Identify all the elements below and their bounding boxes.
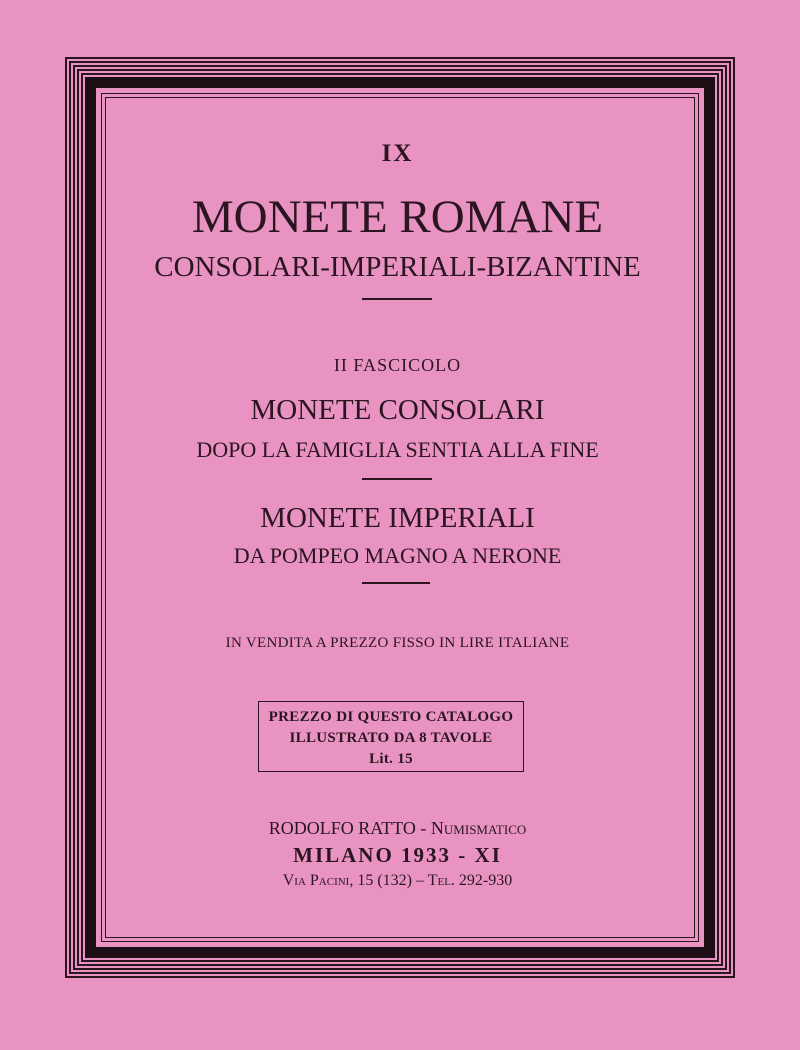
section1-title: MONETE CONSOLARI [250, 394, 545, 426]
section2-subtitle: DA POMPEO MAGNO A NERONE [233, 543, 562, 568]
section2-title: MONETE IMPERIALI [260, 502, 535, 534]
city-year: MILANO 1933 - XI [293, 843, 502, 867]
volume-number: IX [381, 140, 414, 167]
divider [362, 298, 432, 300]
price-box [258, 701, 524, 772]
section1-subtitle: DOPO LA FAMIGLIA SENTIA ALLA FINE [196, 437, 599, 462]
sale-note: IN VENDITA A PREZZO FISSO IN LIRE ITALIANE [225, 635, 570, 651]
page-title: MONETE ROMANE [191, 191, 604, 243]
subtitle: CONSOLARI-IMPERIALI-BIZANTINE [154, 251, 641, 283]
fascicle-label: II FASCICOLO [333, 355, 462, 375]
publisher-role: - Numismatico [420, 818, 527, 838]
publisher-line [0, 818, 795, 839]
publisher-name: RODOLFO RATTO [268, 818, 416, 838]
price-line-2: ILLUSTRATO DA 8 TAVOLE [289, 730, 493, 746]
price-value: Lit. 15 [369, 751, 413, 767]
address: Via Pacini, 15 (132) – Tel. 292-930 [282, 872, 513, 889]
divider [362, 478, 432, 480]
divider [362, 582, 430, 584]
price-line-1: PREZZO DI QUESTO CATALOGO [268, 709, 514, 725]
